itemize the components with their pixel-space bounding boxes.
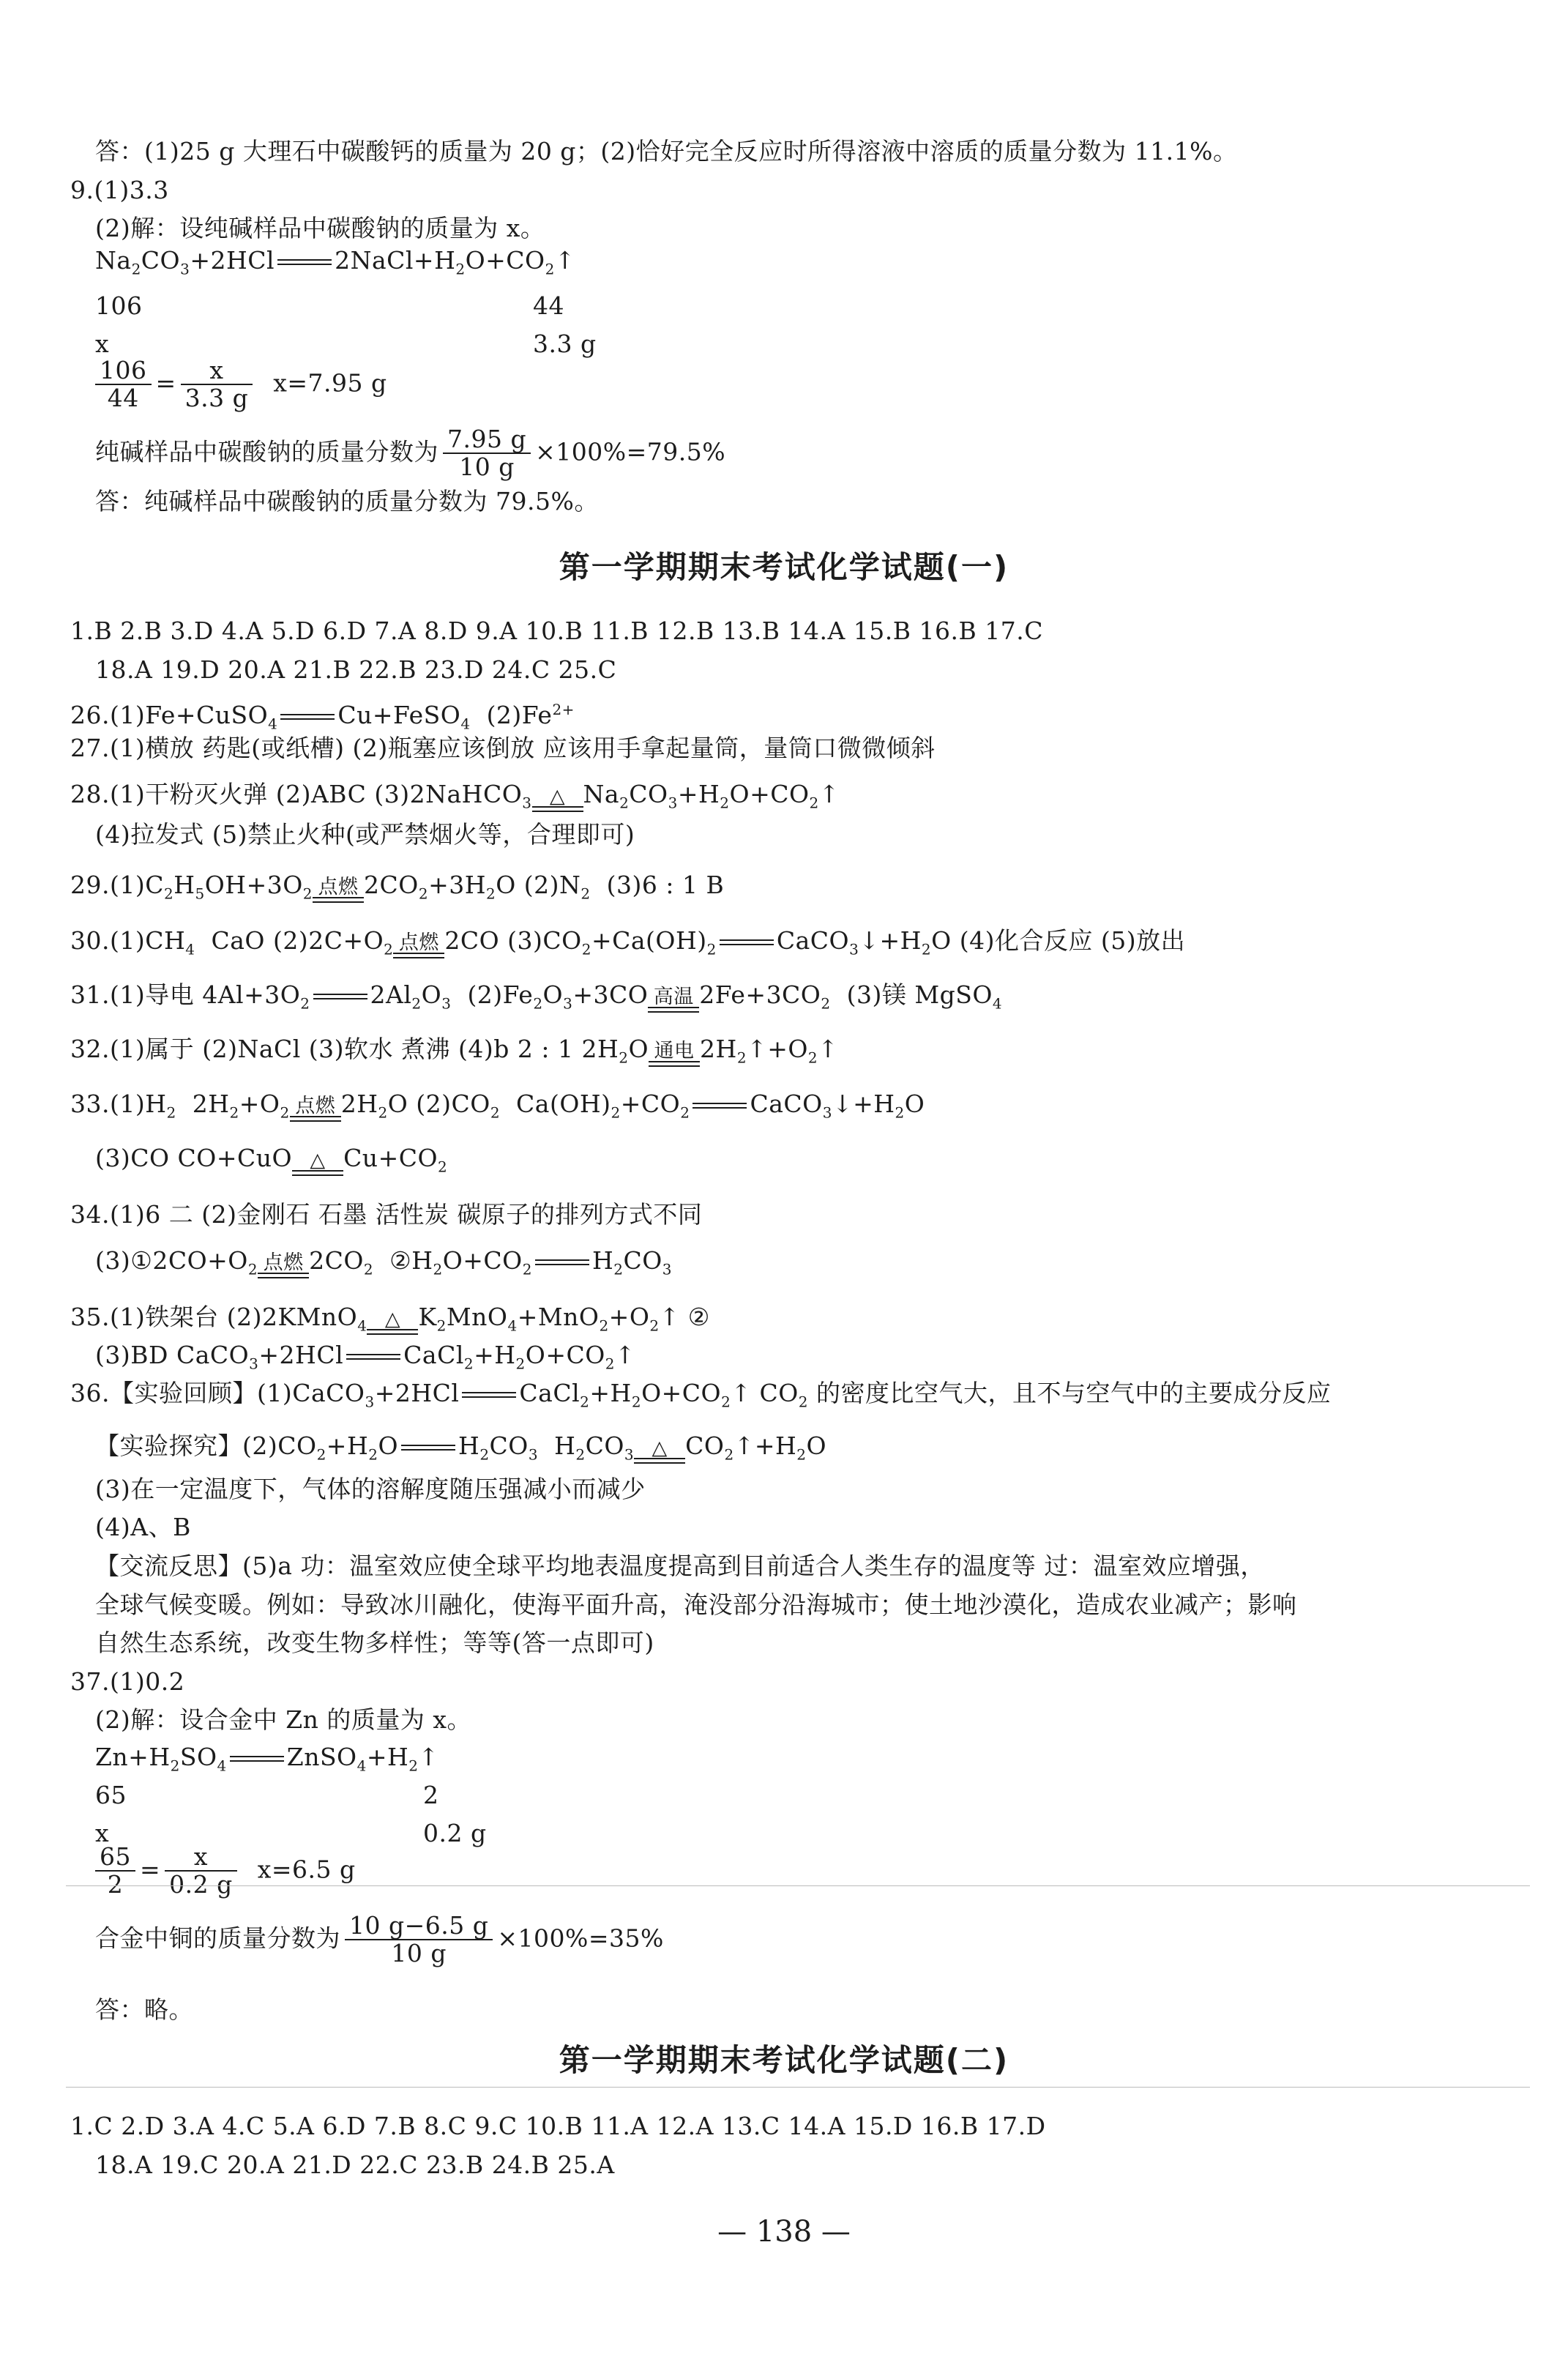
text-line-l33: 37.(1)0.2 — [70, 1667, 185, 1696]
answer-33: $33.(1)H_2$ $2H_2+O_2$ 点燃 $2H_2O$ $(2)CO_2$ $Ca(OH)_2+CO_2$ $CaCO_3↓+H_2O$ — [70, 1090, 925, 1122]
text-line-l10: 1.B 2.B 3.D 4.A 5.D 6.D 7.A 8.D 9.A 10.B 11.B 12.B 13.B 14.A 15.B 16.B 17.C — [70, 617, 1043, 645]
text-line-l3: (2)解：设纯碱样品中碳酸钠的质量为 x。 — [95, 214, 545, 242]
page-number: — 138 — — [717, 2215, 851, 2249]
text-line-l37b: 0.2 g — [423, 1819, 487, 1847]
text-line-l29: (4)A、B — [95, 1513, 191, 1541]
text-line-l2: 9.(1)3.3 — [70, 176, 169, 204]
text-line-l30: 【交流反思】(5)a 功：温室效应使全球平均地表温度提高到目前适合人类生存的温度等 过：温室效应增强， — [95, 1552, 1265, 1580]
text-line-l36: 65 — [95, 1781, 127, 1809]
fraction: $\frac{7.95 g}{10 g}$ — [443, 426, 531, 481]
text-line-l37: x — [95, 1819, 110, 1847]
text-line-l40: 答：略。 — [95, 1995, 193, 2024]
text-line-l28: (3)在一定温度下，气体的溶解度随压强减小而减少 — [95, 1475, 646, 1503]
proportion-equation-2: $\frac{65}{2}$ = $\frac{x}{0.2 g}$ x=6.5 g — [95, 1844, 356, 1899]
equals-double-bar — [277, 259, 332, 265]
answer-35: 35.(1)铁架台 (2)2KMnO$_4$ △ $K_2MnO_4+MnO_2+O_2↑$ ② — [70, 1303, 710, 1335]
equation-na2co3: $Na_2CO_3+2HCl$ $2NaCl+H_2O+CO_2↑$ — [95, 246, 575, 278]
answer-36: 36.【实验回顾】(1)CaCO$_3$+2HCl $CaCl_2+H_2O+CO_2↑$ $CO_2$ 的密度比空气大，且不与空气中的主要成分反应 — [70, 1379, 1332, 1411]
section-heading-2: 第一学期期末考试化学试题(二) — [559, 2042, 1009, 2078]
text-line-l8: 答：纯碱样品中碳酸钠的质量分数为 79.5%。 — [95, 487, 599, 515]
section-heading-1: 第一学期期末考试化学试题(一) — [559, 549, 1009, 585]
text-line-l13: 27.(1)横放 药匙(或纸槽) (2)瓶塞应该倒放 应该用手拿起量筒，量筒口微微倾斜 — [70, 734, 936, 762]
text-line-l6b: 3.3 g — [533, 329, 597, 358]
text-line-l6: x — [95, 329, 110, 358]
answer-32: 32.(1)属于 (2)NaCl (3)软水 煮沸 (4)b 2 : 1 $2H_2O$ 通电 $2H_2↑+O_2↑$ — [70, 1035, 839, 1067]
text-line-l42: 1.C 2.D 3.A 4.C 5.A 6.D 7.B 8.C 9.C 10.B 11.A 12.A 13.C 14.A 15.D 16.B 17.D — [70, 2112, 1046, 2140]
fraction: $\frac{x}{3.3 g}$ — [181, 357, 253, 412]
text-line-l5b: 44 — [533, 291, 564, 320]
answer-31: 31.(1)导电 $4Al+3O_2$ $2Al_2O_3$ $(2)Fe_2O_3+3CO$ 高温 $2Fe+3CO_2$ (3)镁 MgSO$_4$ — [70, 980, 1003, 1013]
divider — [66, 2087, 1530, 2088]
answer-28: 28.(1)干粉灭火弹 (2)ABC (3)2NaHCO$_3$ △ $Na_2CO_3+H_2O+CO_2↑$ — [70, 780, 840, 812]
text-line-l22: 34.(1)6 二 (2)金刚石 石墨 活性炭 碳原子的排列方式不同 — [70, 1200, 703, 1229]
text-line-l43: 18.A 19.C 20.A 21.D 22.C 23.B 24.B 25.A — [95, 2151, 615, 2179]
text-line-l31: 全球气候变暖。例如：导致冰川融化，使海平面升高，淹没部分沿海城市；使土地沙漠化，造成农业减产；影响 — [95, 1590, 1297, 1619]
text-line-l36b: 2 — [423, 1781, 439, 1809]
mass-fraction-calc: 纯碱样品中碳酸钠的质量分数为 $\frac{7.95 g}{10 g}$ ×100%=79.5% — [95, 425, 726, 482]
divider — [66, 1885, 1530, 1886]
copper-fraction-calc: 合金中铜的质量分数为 $\frac{10 g-6.5 g}{10 g}$ ×100%=35% — [95, 1911, 664, 1968]
proportion-equation-1: $\frac{106}{44}$ = $\frac{x}{3.3 g}$ x=7.95 g — [95, 357, 387, 412]
answer-35-part3: (3)BD CaCO$_3$+2HCl $CaCl_2+H_2O+CO_2↑$ — [95, 1341, 636, 1373]
fraction: $\frac{x}{0.2 g}$ — [165, 1844, 237, 1899]
text-line-l11: 18.A 19.D 20.A 21.B 22.B 23.D 24.C 25.C — [95, 655, 617, 684]
text-line-l34: (2)解：设合金中 Zn 的质量为 x。 — [95, 1705, 472, 1734]
answer-34-part3: $(3)①2CO+O_2$ 点燃 $2CO_2$ $②H_2O+CO_2$ $H_2CO_3$ — [95, 1246, 673, 1278]
fraction: $\frac{65}{2}$ — [95, 1844, 135, 1899]
answer-29: $29.(1)C_2H_5OH+3O_2$ 点燃 $2CO_2+3H_2O$ $(2)N_2$ (3)6 : 1 B — [70, 871, 725, 903]
fraction: $\frac{10 g-6.5 g}{10 g}$ — [345, 1913, 493, 1967]
text-line-l5: 106 — [95, 291, 143, 320]
answer-30: $30.(1)CH_4$ CaO $(2)2C+O_2$ 点燃 2CO $(3)CO_2+Ca(OH)_2$ $CaCO_3↓+H_2O$ (4)化合反应 (5)放出 — [70, 926, 1186, 958]
text-line-l15: (4)拉发式 (5)禁止火种(或严禁烟火等，合理即可) — [95, 820, 635, 849]
answer-26: 26.(1)Fe+CuSO$_4$ Cu+FeSO$_4$ $(2)Fe^{2+}$ — [70, 701, 575, 733]
fraction: $\frac{106}{44}$ — [95, 357, 152, 412]
text-line-l1: 答：(1)25 g 大理石中碳酸钙的质量为 20 g；(2)恰好完全反应时所得溶液中溶质的质量分数为 11.1%。 — [95, 137, 1238, 165]
answer-33-part3: (3)CO CO+CuO △ $Cu+CO_2$ — [95, 1144, 448, 1176]
equation-zn: $Zn+H_2SO_4$ $ZnSO_4+H_2↑$ — [95, 1743, 439, 1775]
answer-36-experiment: 【实验探究】$(2)CO_2+H_2O$ $H_2CO_3$ $H_2CO_3$ △ $CO_2↑+H_2O$ — [95, 1431, 827, 1464]
text-line-l32: 自然生态系统，改变生物多样性；等等(答一点即可) — [95, 1628, 654, 1657]
